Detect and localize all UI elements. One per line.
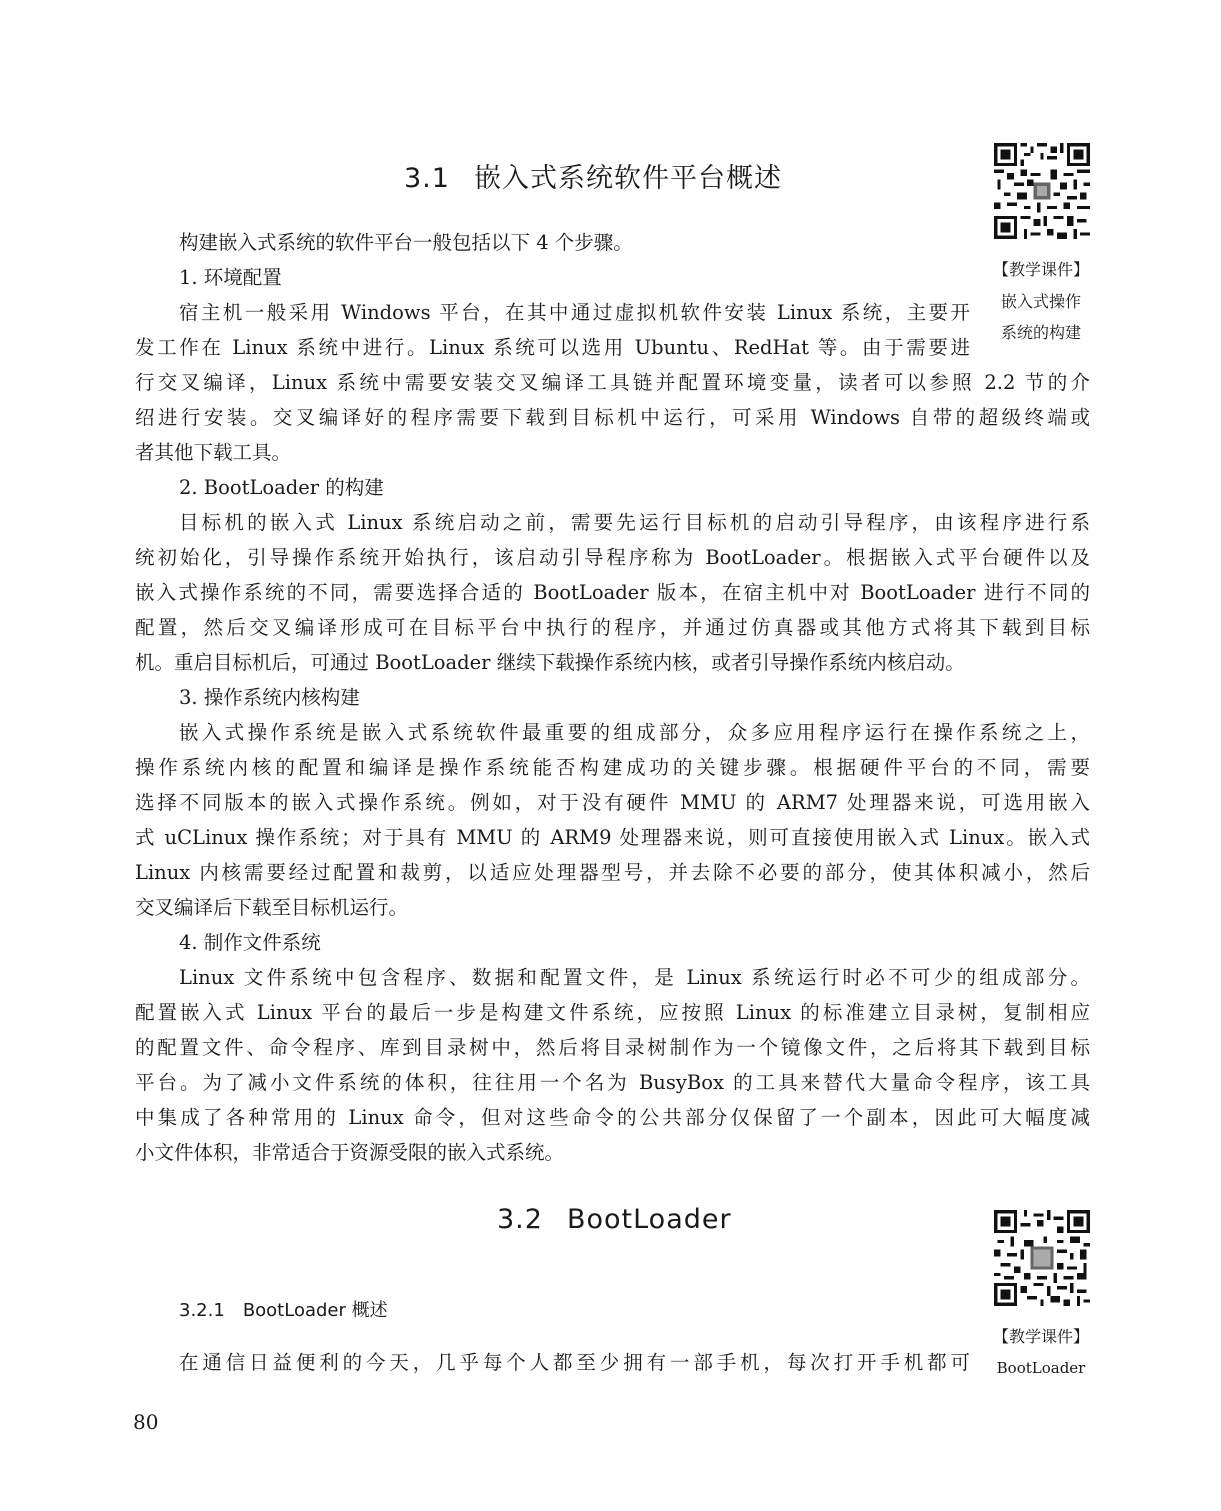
section-heading-3-2 <box>497 1204 732 1235</box>
qr-code-icon[interactable] <box>994 143 1090 239</box>
page-number: 80 <box>133 1410 159 1434</box>
paragraph-line: 平台。为了减小文件系统的体积，往往用一个名为 BusyBox 的工具来替代大量命令程序，该工具 <box>135 1071 1090 1094</box>
section-title: 嵌入式系统软件平台概述 <box>473 163 782 194</box>
paragraph-line: Linux 文件系统中包含程序、数据和配置文件，是 Linux 系统运行时必不可少的组成部分。 <box>179 966 1090 989</box>
step-heading: 2. BootLoader 的构建 <box>179 476 384 499</box>
resource-tag: 【教学课件】 <box>992 260 1089 279</box>
paragraph-line: 嵌入式操作系统的不同，需要选择合适的 BootLoader 版本，在宿主机中对 BootLoader 进行不同的 <box>135 581 1090 604</box>
step-heading: 4. 制作文件系统 <box>179 931 321 954</box>
paragraph-line: 宿主机一般采用 Windows 平台，在其中通过虚拟机软件安装 Linux 系统，主要开 <box>179 301 970 324</box>
paragraph-line: 小文件体积，非常适合于资源受限的嵌入式系统。 <box>135 1141 565 1164</box>
resource-caption: 系统的构建 <box>1000 323 1081 342</box>
section-number: 3.2 <box>497 1204 543 1235</box>
paragraph-line: 中集成了各种常用的 Linux 命令，但对这些命令的公共部分仅保留了一个副本，因此可大幅度减 <box>135 1106 1090 1129</box>
paragraph-line: Linux 内核需要经过配置和裁剪，以适应处理器型号，并去除不必要的部分，使其体积减小，然后 <box>135 861 1090 884</box>
qr-code-icon[interactable] <box>994 1210 1090 1306</box>
paragraph-line: 配置，然后交叉编译形成可在目标平台中执行的程序，并通过仿真器或其他方式将其下载到目标 <box>135 616 1090 639</box>
paragraph-line: 发工作在 Linux 系统中进行。Linux 系统可以选用 Ubuntu、RedHat 等。由于需要进 <box>135 336 970 359</box>
paragraph-line: 行交叉编译，Linux 系统中需要安装交叉编译工具链并配置环境变量，读者可以参照 2.2 节的介 <box>135 371 1090 394</box>
step-heading: 3. 操作系统内核构建 <box>179 686 360 709</box>
paragraph-line: 式 uCLinux 操作系统；对于具有 MMU 的 ARM9 处理器来说，则可直接使用嵌入式 Linux。嵌入式 <box>135 826 1090 849</box>
paragraph-line: 者其他下载工具。 <box>135 441 292 464</box>
subsection-number: 3.2.1 <box>179 1300 225 1321</box>
resource-tag: 【教学课件】 <box>992 1327 1089 1346</box>
paragraph-line: 选择不同版本的嵌入式操作系统。例如，对于没有硬件 MMU 的 ARM7 处理器来说，可选用嵌入 <box>135 791 1090 814</box>
paragraph-line: 在通信日益便利的今天，几乎每个人都至少拥有一部手机，每次打开手机都可 <box>179 1351 970 1374</box>
section-title: BootLoader <box>566 1204 732 1235</box>
paragraph-line: 交叉编译后下载至目标机运行。 <box>135 896 409 919</box>
resource-caption: 嵌入式操作 <box>1000 292 1081 311</box>
paragraph-line: 嵌入式操作系统是嵌入式系统软件最重要的组成部分，众多应用程序运行在操作系统之上， <box>179 721 1090 744</box>
subsection-heading-3-2-1 <box>179 1296 388 1322</box>
paragraph-line: 统初始化，引导操作系统开始执行，该启动引导程序称为 BootLoader。根据嵌入式平台硬件以及 <box>135 546 1090 569</box>
subsection-title: BootLoader 概述 <box>242 1300 388 1321</box>
section-number: 3.1 <box>404 163 450 194</box>
paragraph-line: 操作系统内核的配置和编译是操作系统能否构建成功的关键步骤。根据硬件平台的不同，需要 <box>135 756 1090 779</box>
paragraph-line: 绍进行安装。交叉编译好的程序需要下载到目标机中运行，可采用 Windows 自带的超级终端或 <box>135 406 1090 429</box>
paragraph-line: 构建嵌入式系统的软件平台一般包括以下 4 个步骤。 <box>179 231 633 254</box>
section-heading-3-1 <box>404 156 782 195</box>
step-heading: 1. 环境配置 <box>179 266 282 289</box>
paragraph-line: 目标机的嵌入式 Linux 系统启动之前，需要先运行目标机的启动引导程序，由该程序进行系 <box>179 511 1090 534</box>
resource-caption: BootLoader <box>996 1359 1086 1377</box>
paragraph-line: 机。重启目标机后，可通过 BootLoader 继续下载操作系统内核，或者引导操作系统内核启动。 <box>135 651 965 674</box>
paragraph-line: 配置嵌入式 Linux 平台的最后一步是构建文件系统，应按照 Linux 的标准建立目录树，复制相应 <box>135 1001 1090 1024</box>
paragraph-line: 的配置文件、命令程序、库到目录树中，然后将目录树制作为一个镜像文件，之后将其下载到目标 <box>135 1036 1090 1059</box>
